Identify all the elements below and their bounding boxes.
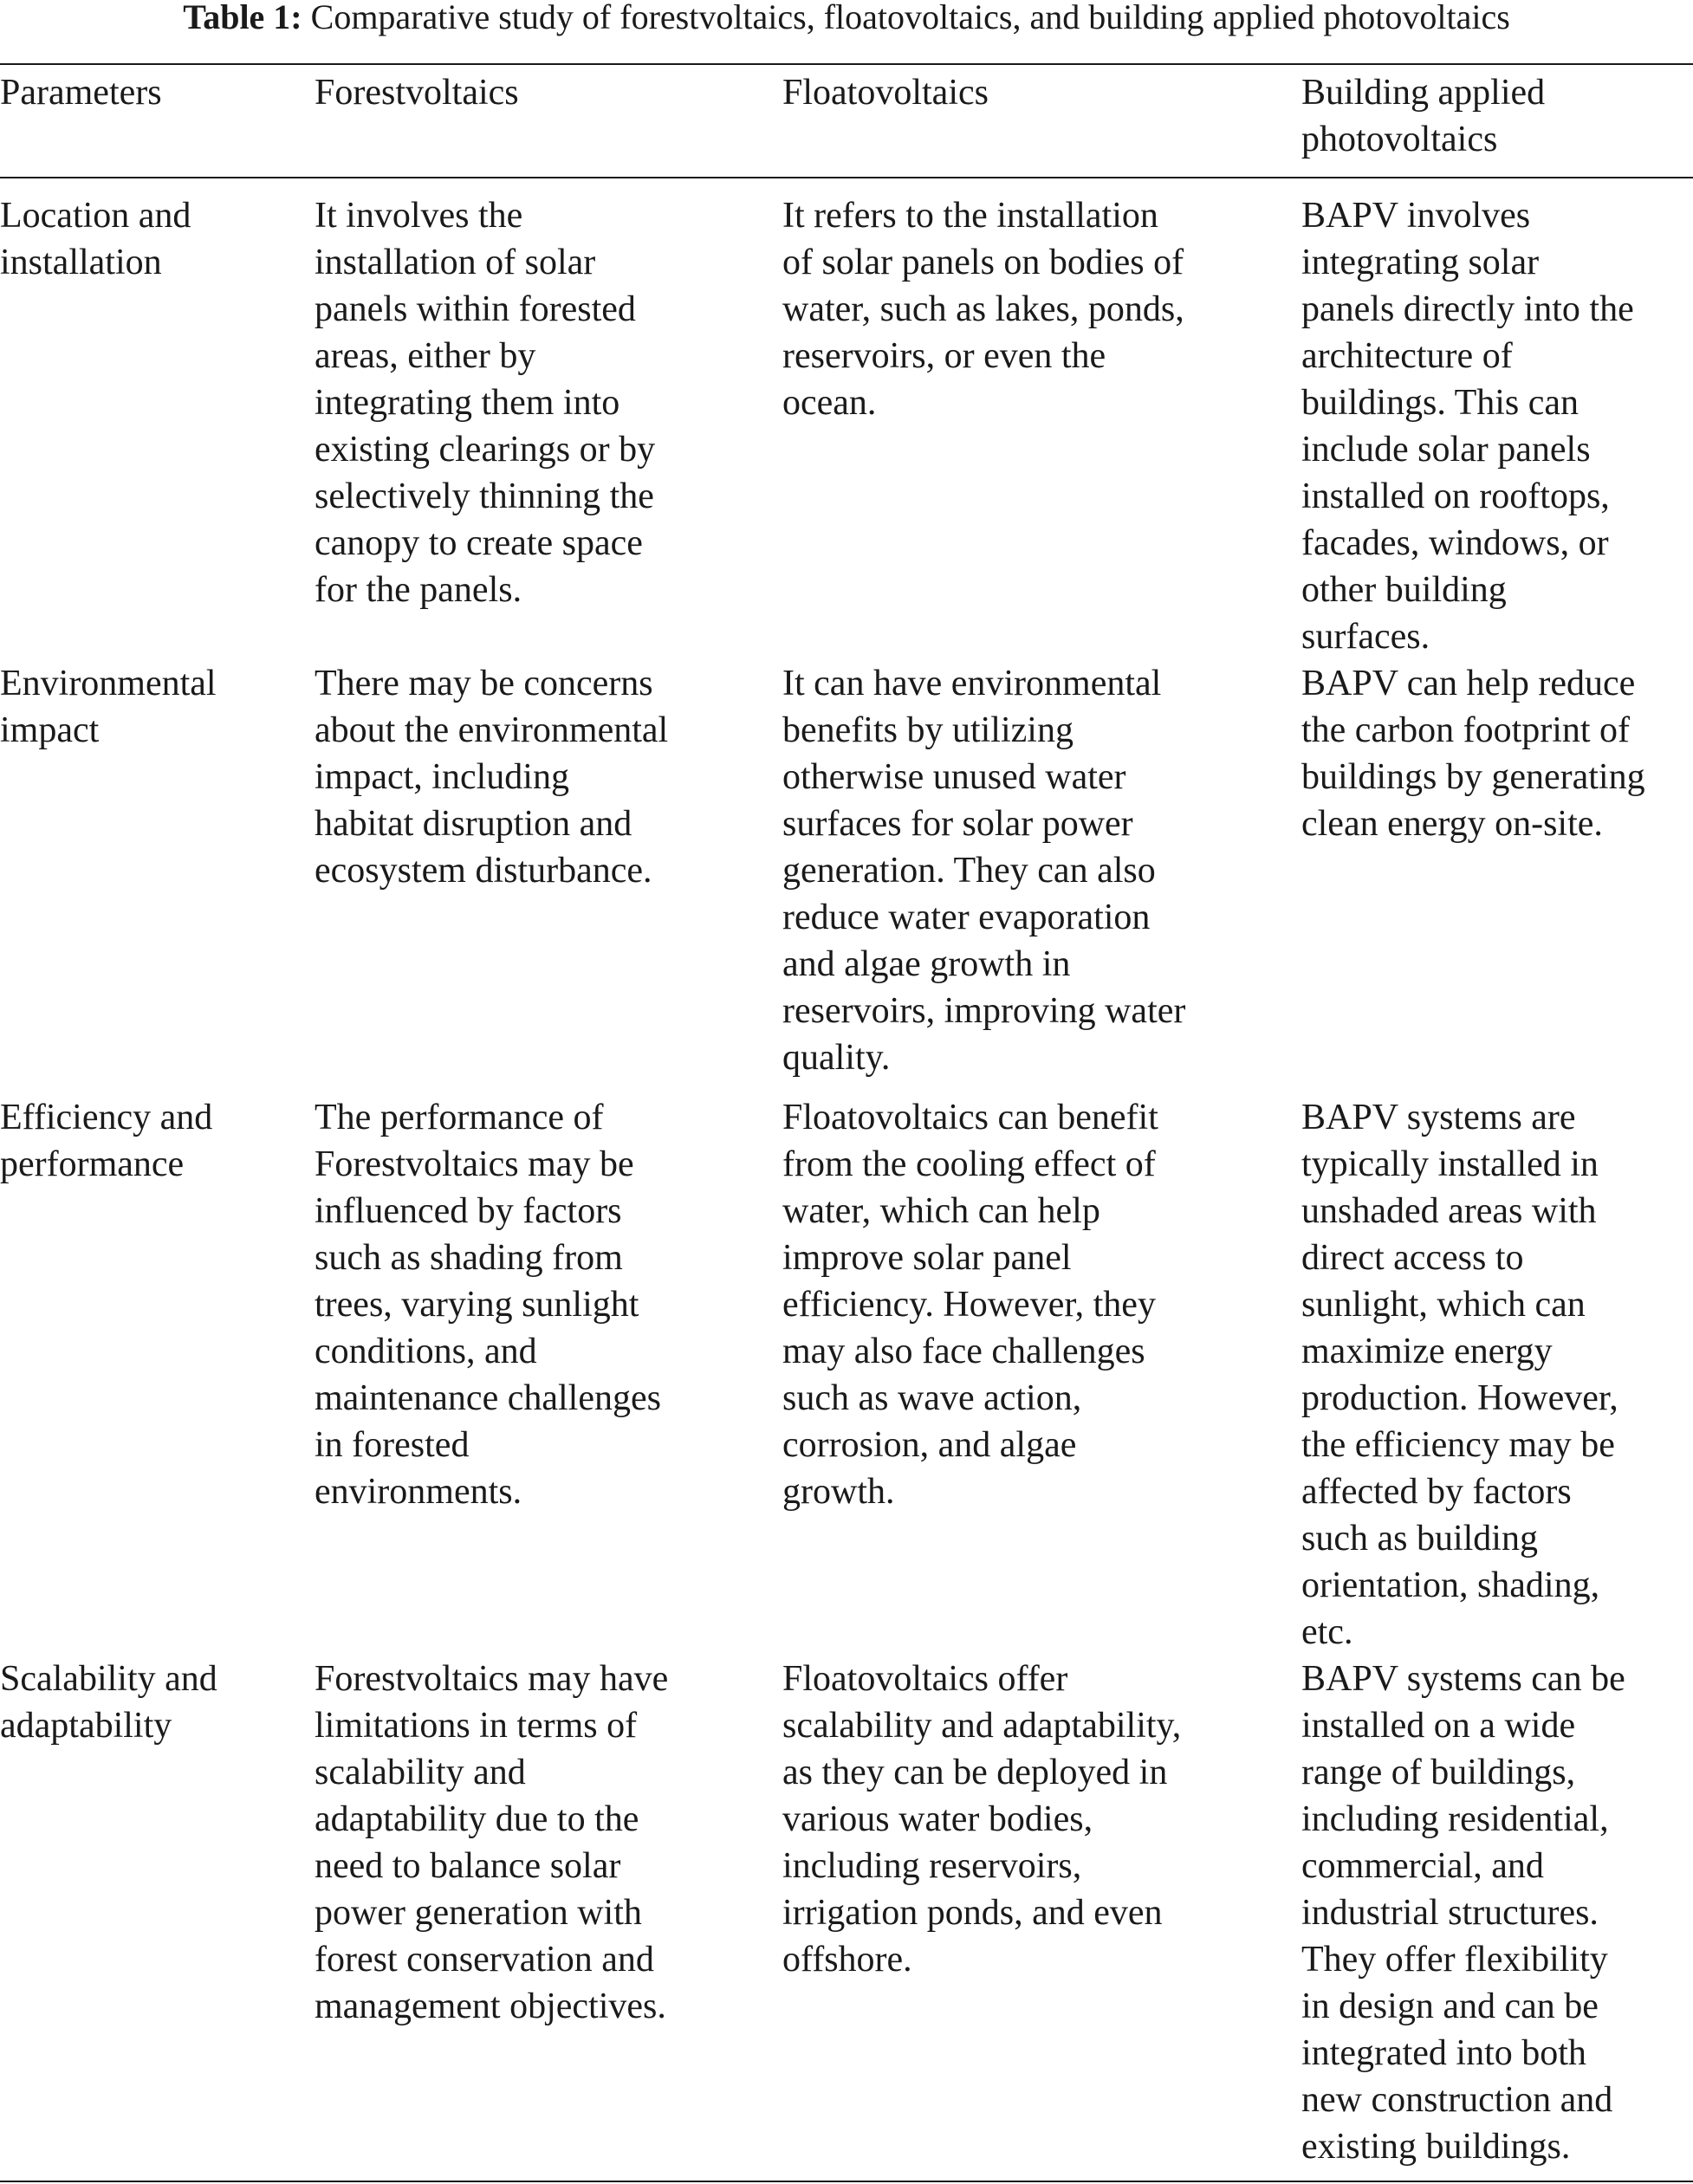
row-environment-bapv: BAPV can help reduce the carbon footprint of buildings by generating clean energy on-site. [1301, 664, 1645, 844]
row-location-bapv: BAPV involves integrating solar panels directly into the architecture of buildings. This can include solar panels installed on rooftops, facades, windows, or other building surfaces. [1301, 196, 1634, 657]
row-location-forestvoltaics: It involves the installation of solar panels within forested areas, either by integrating them into existing clearings or by selectively thinning the canopy to create space for the panels. [315, 196, 656, 610]
header-floatovoltaics: Floatovoltaics [782, 73, 989, 113]
row-environment-parameter: Environmental impact [0, 664, 217, 750]
row-environment-floatovoltaics: It can have environmental benefits by utilizing otherwise unused water surfaces for solar power generation. They can also reduce water evaporation and algae growth in reservoirs, improving water quality. [782, 664, 1186, 1078]
table-caption [0, 0, 1693, 40]
table-caption-label: Table 1: [183, 0, 302, 36]
row-scalability-forestvoltaics: Forestvoltaics may have limitations in terms of scalability and adaptability due to the need to balance solar power generation with forest conservation and management objectives. [315, 1659, 669, 2026]
table-bottom-rule [0, 2181, 1693, 2182]
row-efficiency-parameter: Efficiency and performance [0, 1098, 213, 1184]
row-efficiency-floatovoltaics: Floatovoltaics can benefit from the cooling effect of water, which can help improve solar panel efficiency. However, they may also face challenges such as wave action, corrosion, and algae growth. [782, 1098, 1158, 1512]
row-location-parameter: Location and installation [0, 196, 191, 282]
header-parameters: Parameters [0, 73, 162, 113]
table-caption-text: Comparative study of forestvoltaics, floatovoltaics, and building applied photovoltaics [310, 0, 1510, 36]
table-top-rule [0, 63, 1693, 65]
row-efficiency-forestvoltaics: The performance of Forestvoltaics may be influenced by factors such as shading from trees, varying sunlight conditions, and maintenance challenges in forested environments. [315, 1098, 661, 1512]
row-environment-forestvoltaics: There may be concerns about the environmental impact, including habitat disruption and ecosystem disturbance. [315, 664, 669, 891]
row-scalability-bapv: BAPV systems can be installed on a wide range of buildings, including residential, commercial, and industrial structures. They offer flexibility in design and can be integrated into both new construction and existing buildings. [1301, 1659, 1625, 2167]
row-location-floatovoltaics: It refers to the installation of solar panels on bodies of water, such as lakes, ponds, reservoirs, or even the ocean. [782, 196, 1184, 423]
row-scalability-parameter: Scalability and adaptability [0, 1659, 217, 1746]
header-bapv: Building applied photovoltaics [1301, 73, 1546, 159]
header-bottom-rule [0, 177, 1693, 178]
header-forestvoltaics: Forestvoltaics [315, 73, 519, 113]
row-scalability-floatovoltaics: Floatovoltaics offer scalability and adaptability, as they can be deployed in various water bodies, including reservoirs, irrigation ponds, and even offshore. [782, 1659, 1182, 1980]
row-efficiency-bapv: BAPV systems are typically installed in unshaded areas with direct access to sunlight, which can maximize energy production. However, the efficiency may be affected by factors such as building orientation, shading, etc. [1301, 1098, 1618, 1652]
